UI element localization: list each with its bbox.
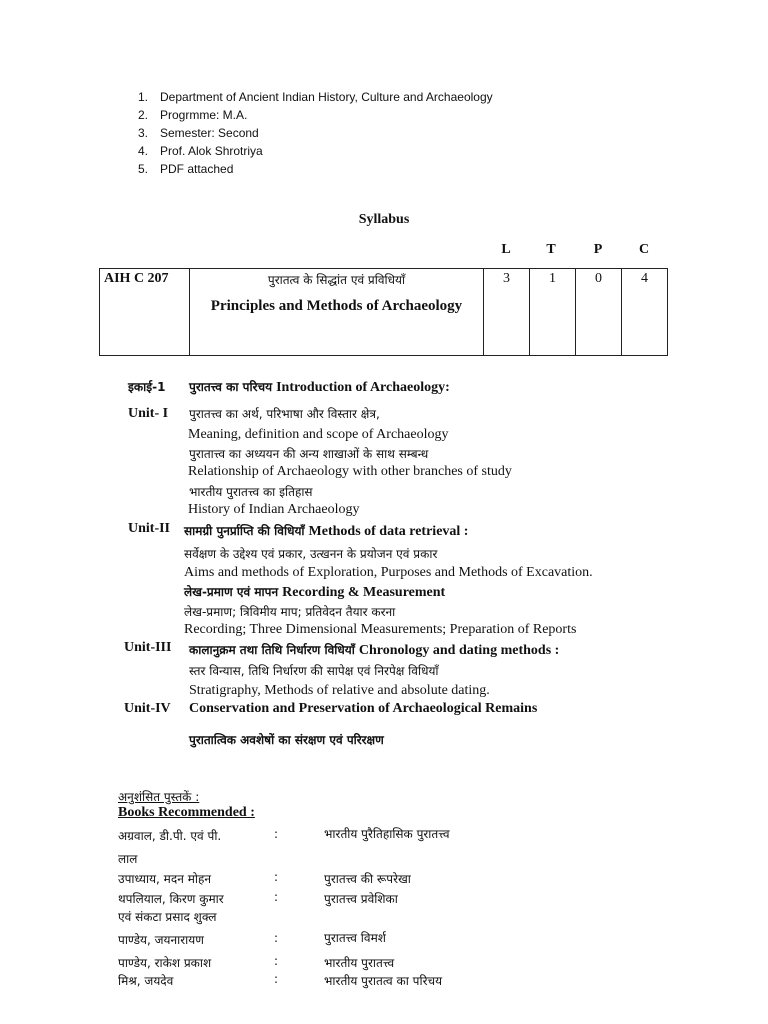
- book-colon: :: [274, 931, 279, 945]
- course-table: [99, 268, 668, 356]
- course-row: [100, 269, 668, 356]
- meta-item: [138, 124, 493, 142]
- meta-item-number: 1.: [138, 90, 149, 104]
- meta-item-text: Progrmme: M.A.: [160, 108, 248, 122]
- book-title: भारतीय पुरैतिहासिक पुरातत्त्व: [324, 827, 450, 841]
- ltpc-header-p: P: [593, 242, 603, 257]
- meta-item-text: Department of Ancient Indian History, Culture and Archaeology: [160, 90, 493, 104]
- meta-item-number: 5.: [138, 162, 149, 176]
- book-title: पुरातत्त्व विमर्श: [324, 931, 386, 945]
- unit3-line1-hindi: स्तर विन्यास, तिथि निर्धारण की सापेक्ष एवं निरपेक्ष विधियाँ: [189, 664, 439, 678]
- meta-item-text: Prof. Alok Shrotriya: [160, 144, 263, 158]
- meta-item: [138, 88, 493, 106]
- unit3-heading-hindi: कालानुक्रम तथा तिथि निर्धारण विधियाँ: [189, 643, 355, 657]
- unit2-subheading: [184, 583, 445, 601]
- unit2-heading-english: Methods of data retrieval :: [308, 524, 469, 539]
- book-colon: :: [274, 890, 279, 904]
- meta-item: [138, 160, 493, 178]
- meta-list: [138, 88, 493, 178]
- book-author: थपलियाल, किरण कुमार: [118, 892, 224, 906]
- book-author-cont: एवं संकटा प्रसाद शुक्ल: [118, 910, 217, 924]
- meta-item: [138, 106, 493, 124]
- unit1-line2-english: Relationship of Archaeology with other branches of study: [188, 464, 512, 479]
- course-t-value: 1: [530, 269, 576, 356]
- unit2-line1-hindi: सर्वेक्षण के उद्देश्य एवं प्रकार, उत्खनन के प्रयोजन एवं प्रकार: [184, 547, 438, 561]
- unit1-line3-hindi: भारतीय पुरातत्त्व का इतिहास: [189, 485, 313, 499]
- unit2-line1-english: Aims and methods of Exploration, Purposes and Methods of Excavation.: [184, 565, 593, 580]
- book-title: पुरातत्त्व की रूपरेखा: [324, 872, 411, 886]
- unit1-label-hindi: इकाई-1: [128, 380, 166, 394]
- unit2-heading: [184, 522, 468, 540]
- course-l-value: 3: [484, 269, 530, 356]
- books-heading-hindi: अनुशंसित पुस्तकें :: [118, 790, 200, 804]
- unit3-heading-english: Chronology and dating methods :: [358, 643, 560, 658]
- book-colon: :: [274, 972, 279, 986]
- book-author-cont: लाल: [118, 852, 138, 866]
- book-author: मिश्र, जयदेव: [118, 974, 174, 988]
- unit3-label: Unit-III: [124, 640, 172, 655]
- unit2-subheading-hindi: लेख-प्रमाण एवं मापन: [184, 585, 279, 599]
- unit4-heading-english: Conservation and Preservation of Archaeological Remains: [189, 701, 538, 716]
- unit2-subheading-english: Recording & Measurement: [282, 585, 446, 600]
- unit1-label: Unit- I: [128, 406, 169, 421]
- book-colon: :: [274, 870, 279, 884]
- meta-item-number: 2.: [138, 108, 149, 122]
- unit4-heading-hindi: पुरातात्विक अवशेषों का संरक्षण एवं परिरक्षण: [189, 733, 384, 747]
- meta-item: [138, 142, 493, 160]
- ltpc-header-c: C: [638, 242, 650, 257]
- book-author: अग्रवाल, डी.पी. एवं पी.: [118, 829, 222, 843]
- meta-item-text: Semester: Second: [160, 126, 259, 140]
- book-author: पाण्डेय, राकेश प्रकाश: [118, 956, 212, 970]
- unit2-line2-hindi: लेख-प्रमाण; त्रिविमीय माप; प्रतिवेदन तैयार करना: [184, 605, 396, 619]
- unit4-label: Unit-IV: [124, 701, 171, 716]
- ltpc-header-l: L: [501, 242, 511, 257]
- course-code: AIH C 207: [100, 269, 190, 356]
- book-title: भारतीय पुरातत्व का परिचय: [324, 974, 443, 988]
- unit2-label: Unit-II: [128, 521, 171, 536]
- unit1-heading-english: Introduction of Archaeology:: [276, 380, 450, 395]
- unit1-line2-hindi: पुरातात्त्व का अध्ययन की अन्य शाखाओं के साथ सम्बन्ध: [189, 447, 429, 461]
- unit1-line1-english: Meaning, definition and scope of Archaeology: [188, 427, 449, 442]
- course-title-hindi: पुरातत्व के सिद्धांत एवं प्रविधियाँ: [267, 273, 406, 287]
- course-c-value: 4: [622, 269, 668, 356]
- unit1-line1-hindi: पुरातत्त्व का अर्थ, परिभाषा और विस्तार क्षेत्र,: [189, 407, 380, 421]
- unit1-line3-english: History of Indian Archaeology: [188, 502, 360, 517]
- book-title: पुरातत्त्व प्रवेशिका: [324, 892, 398, 906]
- book-author: उपाध्याय, मदन मोहन: [118, 872, 212, 886]
- unit1-heading: [189, 378, 450, 396]
- course-title-english: Principles and Methods of Archaeology: [210, 298, 463, 314]
- meta-item-number: 4.: [138, 144, 149, 158]
- unit3-line1-english: Stratigraphy, Methods of relative and absolute dating.: [189, 683, 490, 698]
- books-heading-english: Books Recommended :: [118, 805, 255, 820]
- book-colon: :: [274, 827, 279, 841]
- unit2-heading-hindi: सामग्री पुनर्प्राप्ति की विधियाँ: [184, 524, 305, 538]
- book-colon: :: [274, 954, 279, 968]
- meta-item-number: 3.: [138, 126, 149, 140]
- book-author: पाण्डेय, जयनारायण: [118, 933, 204, 947]
- syllabus-title: Syllabus: [358, 212, 410, 227]
- unit3-heading: [189, 641, 559, 659]
- course-p-value: 0: [576, 269, 622, 356]
- unit1-heading-hindi: पुरातत्त्व का परिचय: [189, 380, 273, 394]
- ltpc-header-t: T: [546, 242, 556, 257]
- unit2-line2-english: Recording; Three Dimensional Measurements; Preparation of Reports: [184, 622, 577, 637]
- meta-item-text: PDF attached: [160, 162, 234, 176]
- course-title-cell: [190, 269, 484, 356]
- book-title: भारतीय पुरातत्त्व: [324, 956, 395, 970]
